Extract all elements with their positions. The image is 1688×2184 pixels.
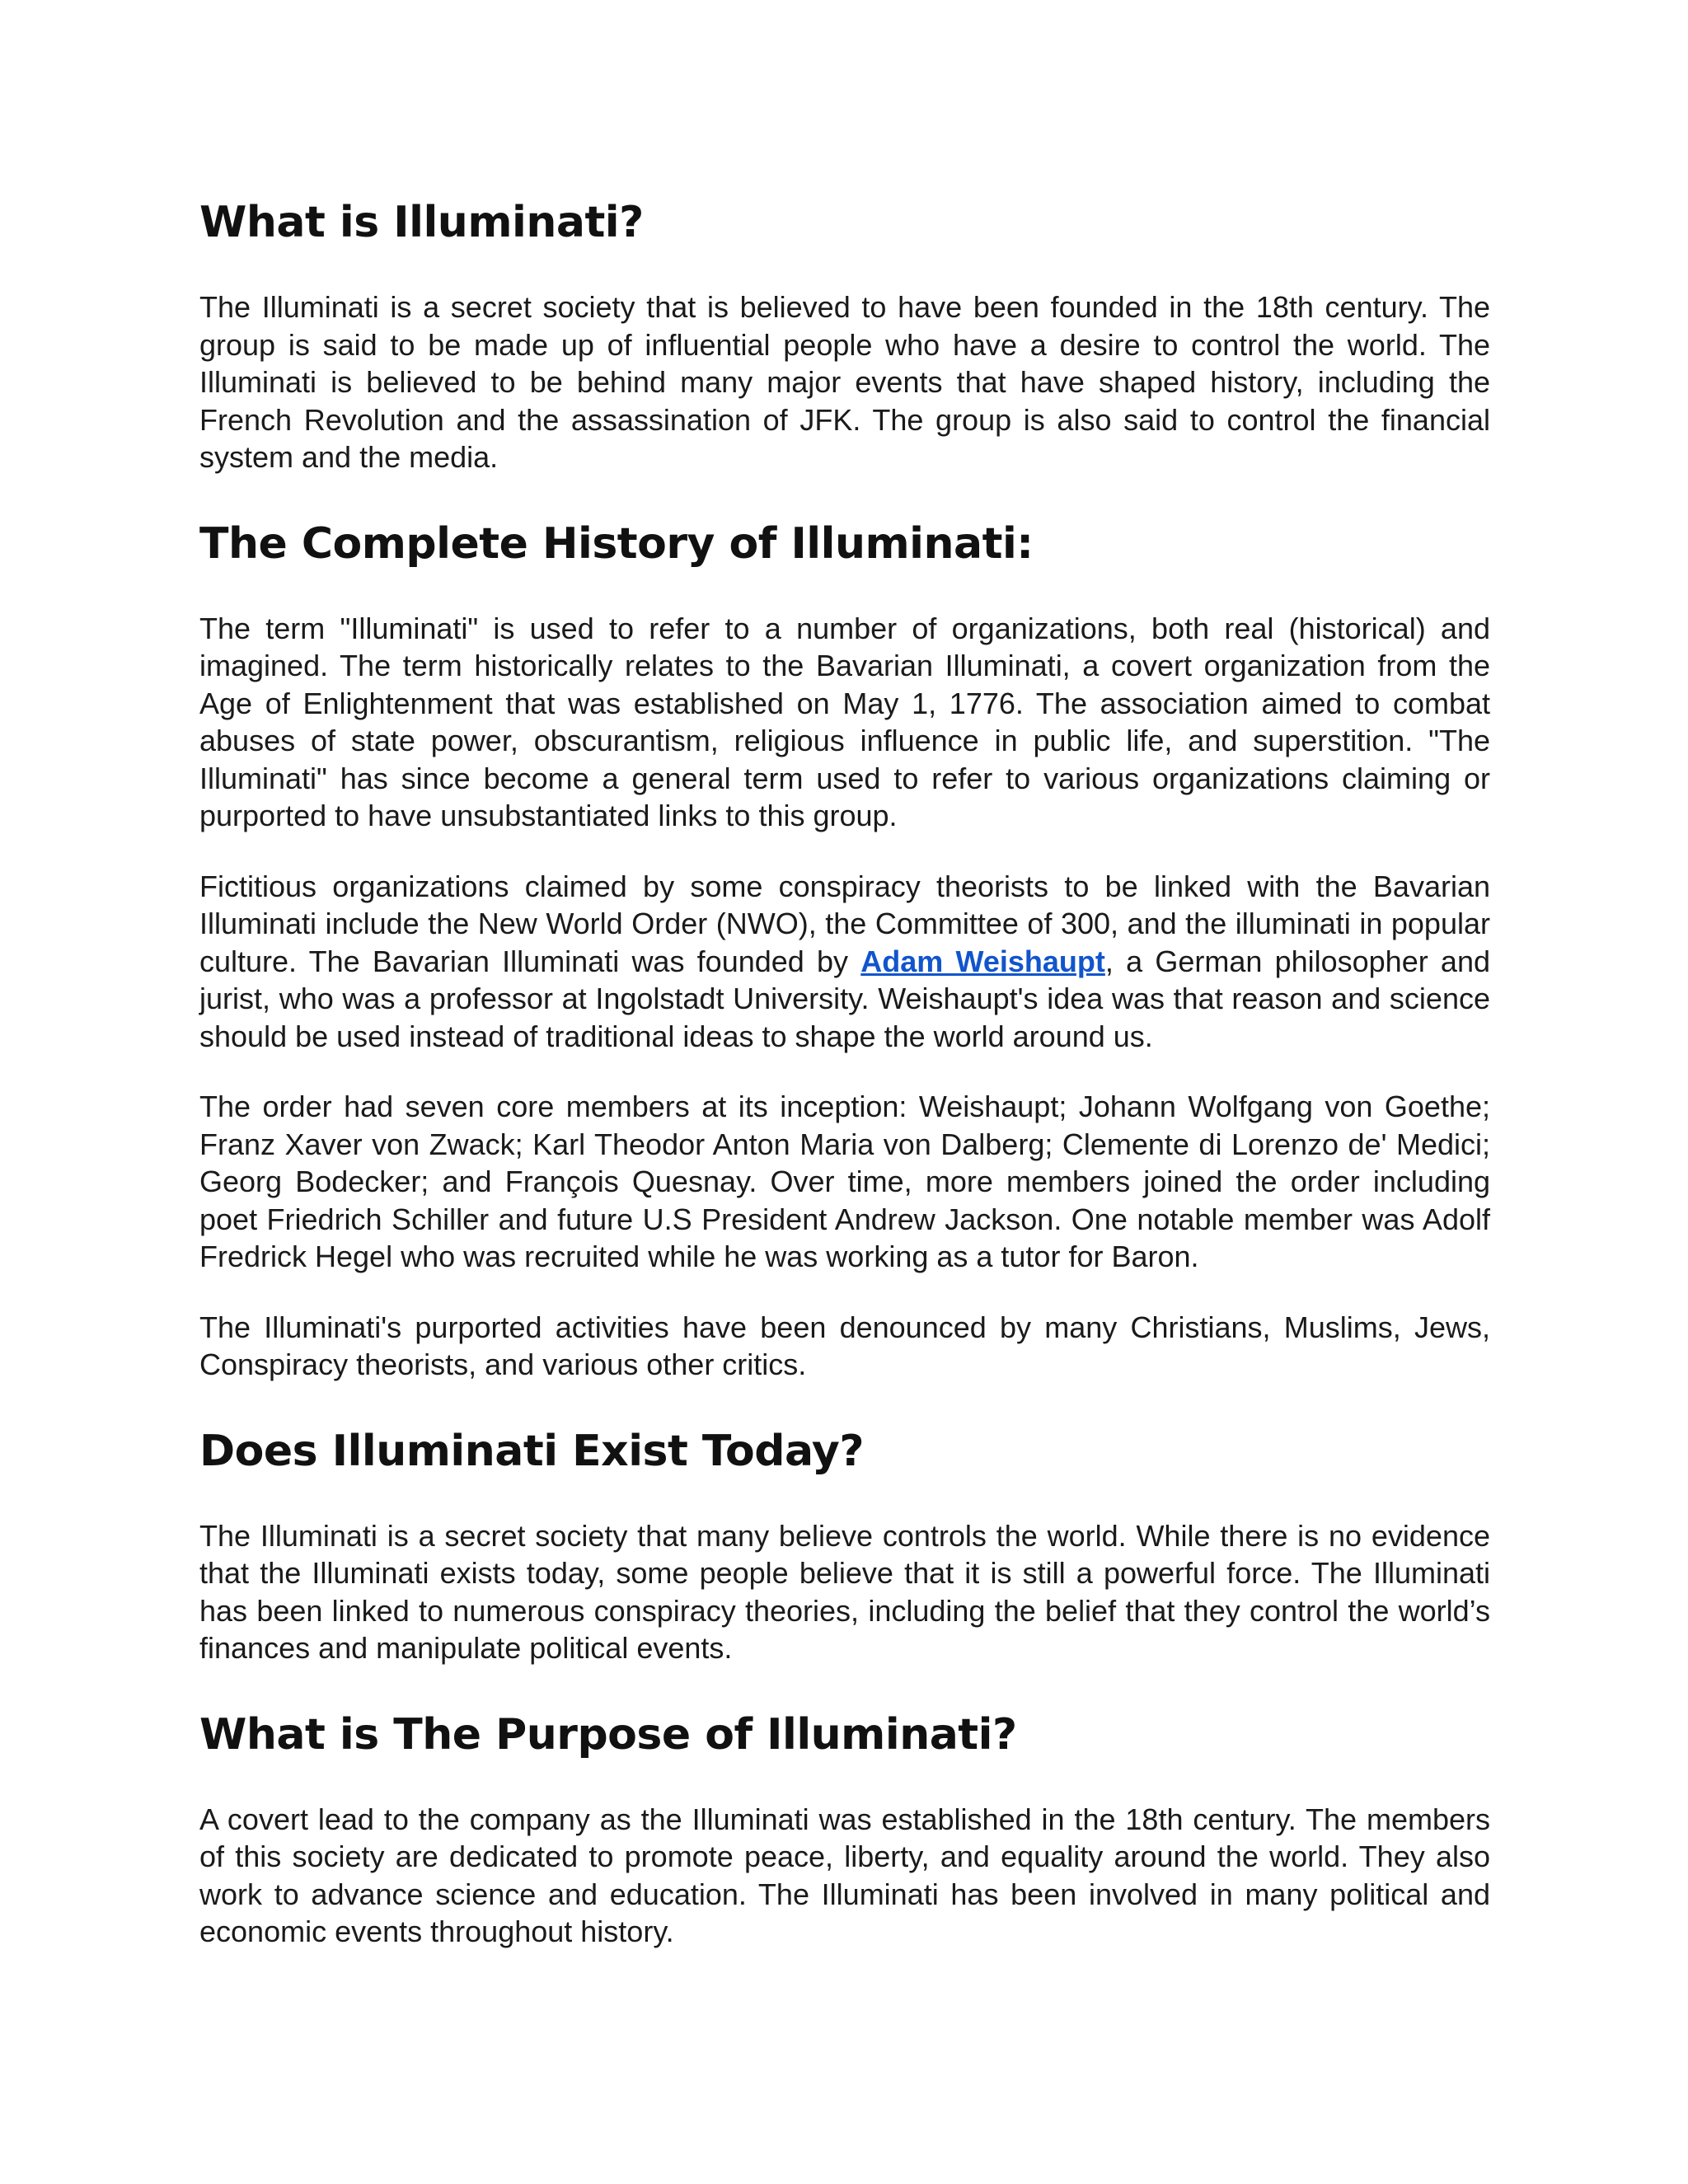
paragraph-history-founder	[199, 868, 1490, 1056]
article-body	[199, 196, 1490, 1951]
section-heading-what-is: What is Illuminati?	[199, 198, 644, 247]
paragraph-text-after-link: , a German philosopher and jurist, who was a professor at Ingolstadt University. Weishaupt's idea was that reason and science should be used instead of traditional ideas to shape the world around us.	[199, 944, 1490, 1053]
paragraph-what-is: The Illuminati is a secret society that is believed to have been founded in the 18th century. The group is said to be made up of influential people who have a desire to control the world. The Illuminati is believed to be behind many major events that have shaped history, including the French Revolution and the assassination of JFK. The group is also said to control the financial system and the media.	[199, 290, 1490, 474]
paragraph-purpose: A covert lead to the company as the Illuminati was established in the 18th century. The members of this society are dedicated to promote peace, liberty, and equality around the world. They also work to advance science and education. The Illuminati has been involved in many political and economic events throughout history.	[199, 1802, 1490, 1948]
adam-weishaupt-link[interactable]: Adam Weishaupt	[860, 944, 1105, 978]
paragraph-exist-today: The Illuminati is a secret society that many believe controls the world. While there is no evidence that the Illuminati exists today, some people believe that it is still a powerful force. The Illuminati has been linked to numerous conspiracy theories, including the belief that they control the world’s finances and manipulate political events.	[199, 1518, 1490, 1665]
paragraph-history-critics: The Illuminati's purported activities have been denounced by many Christians, Muslims, Jews, Conspiracy theorists, and various other critics.	[199, 1310, 1490, 1381]
section-heading-exist-today: Does Illuminati Exist Today?	[199, 1426, 864, 1476]
paragraph-history-members: The order had seven core members at its inception: Weishaupt; Johann Wolfgang von Goethe; Franz Xaver von Zwack; Karl Theodor Anton Maria von Dalberg; Clemente di Lorenzo de' Medici; Georg Bodecker; and François Quesnay. Over time, more members joined the order including poet Friedrich Schiller and future U.S President Andrew Jackson. One notable member was Adolf Fredrick Hegel who was recruited while he was working as a tutor for Baron.	[199, 1090, 1490, 1273]
paragraph-text-before-link: Fictitious organizations claimed by some conspiracy theorists to be linked with the Bavarian Illuminati include the New World Order (NWO), the Committee of 300, and the illuminati in popular culture. The Bavarian Illuminati was founded by	[199, 869, 1490, 978]
section-heading-history: The Complete History of Illuminati:	[199, 518, 1034, 569]
paragraph-history-term: The term "Illuminati" is used to refer to a number of organizations, both real (historical) and imagined. The term historically relates to the Bavarian Illuminati, a covert organization from the Age of Enlightenment that was established on May 1, 1776. The association aimed to combat abuses of state power, obscurantism, religious influence in public life, and superstition. "The Illuminati" has since become a general term used to refer to various organizations claiming or purported to have unsubstantiated links to this group.	[199, 611, 1490, 832]
section-heading-purpose: What is The Purpose of Illuminati?	[199, 1709, 1017, 1760]
